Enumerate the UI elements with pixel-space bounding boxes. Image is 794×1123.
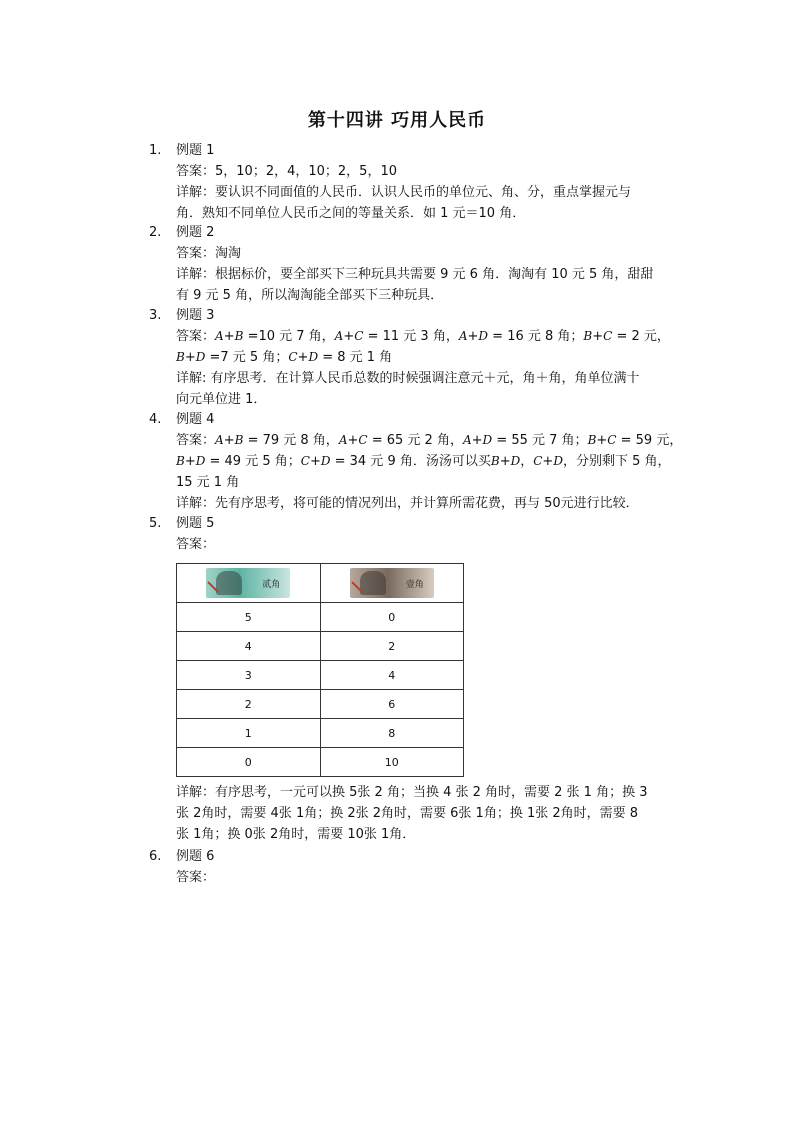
page-title: 第十四讲 巧用人民币 (307, 110, 487, 131)
item-number: 1. (149, 143, 162, 158)
detail-line: 详解：有序思考，一元可以换 5张 2 角；当换 4 张 2 角时，需要 2 张 1 角；换 3 (176, 785, 648, 800)
answer-line: B+D = 49 元 5 角；C+D = 34 元 9 角．汤汤可以买B+D，C+D，分别剩下 5 角， (176, 454, 671, 469)
table-cell: 3 (177, 661, 321, 690)
item-5-detail (149, 782, 709, 845)
item-number: 4. (149, 412, 162, 427)
item-number: 5. (149, 516, 162, 531)
table-row (177, 603, 464, 632)
item-number: 2. (149, 225, 162, 240)
detail-line: 详解: 有序思考．在计算人民币总数的时候强调注意元＋元，角＋角，角单位满十 (176, 371, 640, 386)
answer-line: 答案：A+B = 79 元 8 角，A+C = 65 元 2 角，A+D = 55 元 7 角；B+C = 59 元， (176, 433, 683, 448)
answer-line: B+D =7 元 5 角；C+D = 8 元 1 角 (176, 350, 393, 365)
answer-line: 答案：5，10；2，4，10；2，5，10 (176, 164, 397, 179)
table-cell: 1 (177, 719, 321, 748)
table-cell: 10 (320, 748, 464, 777)
item-number: 6. (149, 849, 162, 864)
answer-line: 答案： (176, 870, 216, 885)
list-item (149, 140, 709, 224)
table-row (177, 661, 464, 690)
table-row (177, 719, 464, 748)
item-label: 例题 5 (176, 516, 215, 531)
answer-line: 15 元 1 角 (176, 475, 240, 490)
table-cell: 5 (177, 603, 321, 632)
table-cell: 0 (177, 748, 321, 777)
list-item (149, 846, 709, 888)
two-jiao-banknote-icon: 贰角 (206, 568, 290, 598)
detail-line: 详解：先有序思考，将可能的情况列出，并计算所需花费，再与 50元进行比较． (176, 496, 639, 511)
item-label: 例题 1 (176, 143, 215, 158)
table-cell: 4 (320, 661, 464, 690)
header-cell-2jiao (177, 564, 321, 603)
table-row (177, 748, 464, 777)
detail-line: 详解：根据标价，要全部买下三种玩具共需要 9 元 6 角．淘淘有 10 元 5 角，甜甜 (176, 267, 654, 282)
detail-line: 角．熟知不同单位人民币之间的等量关系．如 1 元＝10 角． (176, 206, 526, 221)
item-label: 例题 4 (176, 412, 215, 427)
table-header-row (177, 564, 464, 603)
answer-line: 答案： (176, 537, 216, 552)
answer-line: 答案：A+B =10 元 7 角，A+C = 11 元 3 角，A+D = 16 元 8 角；B+C = 2 元， (176, 329, 670, 344)
detail-line: 张 2角时，需要 4张 1角；换 2张 2角时，需要 6张 1角；换 1张 2角时，需要 8 (176, 806, 639, 821)
table-cell: 2 (177, 690, 321, 719)
list-item (149, 513, 709, 555)
exchange-table (176, 563, 464, 777)
item-label: 例题 2 (176, 225, 215, 240)
table-cell: 8 (320, 719, 464, 748)
item-number: 3. (149, 308, 162, 323)
item-label: 例题 3 (176, 308, 215, 323)
detail-line: 向元单位进 1． (176, 392, 267, 407)
header-cell-1jiao (320, 564, 464, 603)
table-row (177, 690, 464, 719)
detail-line: 张 1角；换 0张 2角时，需要 10张 1角． (176, 827, 416, 842)
table-cell: 0 (320, 603, 464, 632)
list-item (149, 305, 709, 410)
list-item (149, 409, 709, 514)
table-cell: 4 (177, 632, 321, 661)
table-cell: 6 (320, 690, 464, 719)
table-row (177, 632, 464, 661)
answer-line: 答案：淘淘 (176, 246, 242, 261)
item-label: 例题 6 (176, 849, 215, 864)
detail-line: 详解：要认识不同面值的人民币．认识人民币的单位元、角、分，重点掌握元与 (176, 185, 632, 200)
detail-line: 有 9 元 5 角，所以淘淘能全部买下三种玩具． (176, 288, 444, 303)
list-item (149, 222, 709, 306)
one-jiao-banknote-icon: 壹角 (350, 568, 434, 598)
table-cell: 2 (320, 632, 464, 661)
